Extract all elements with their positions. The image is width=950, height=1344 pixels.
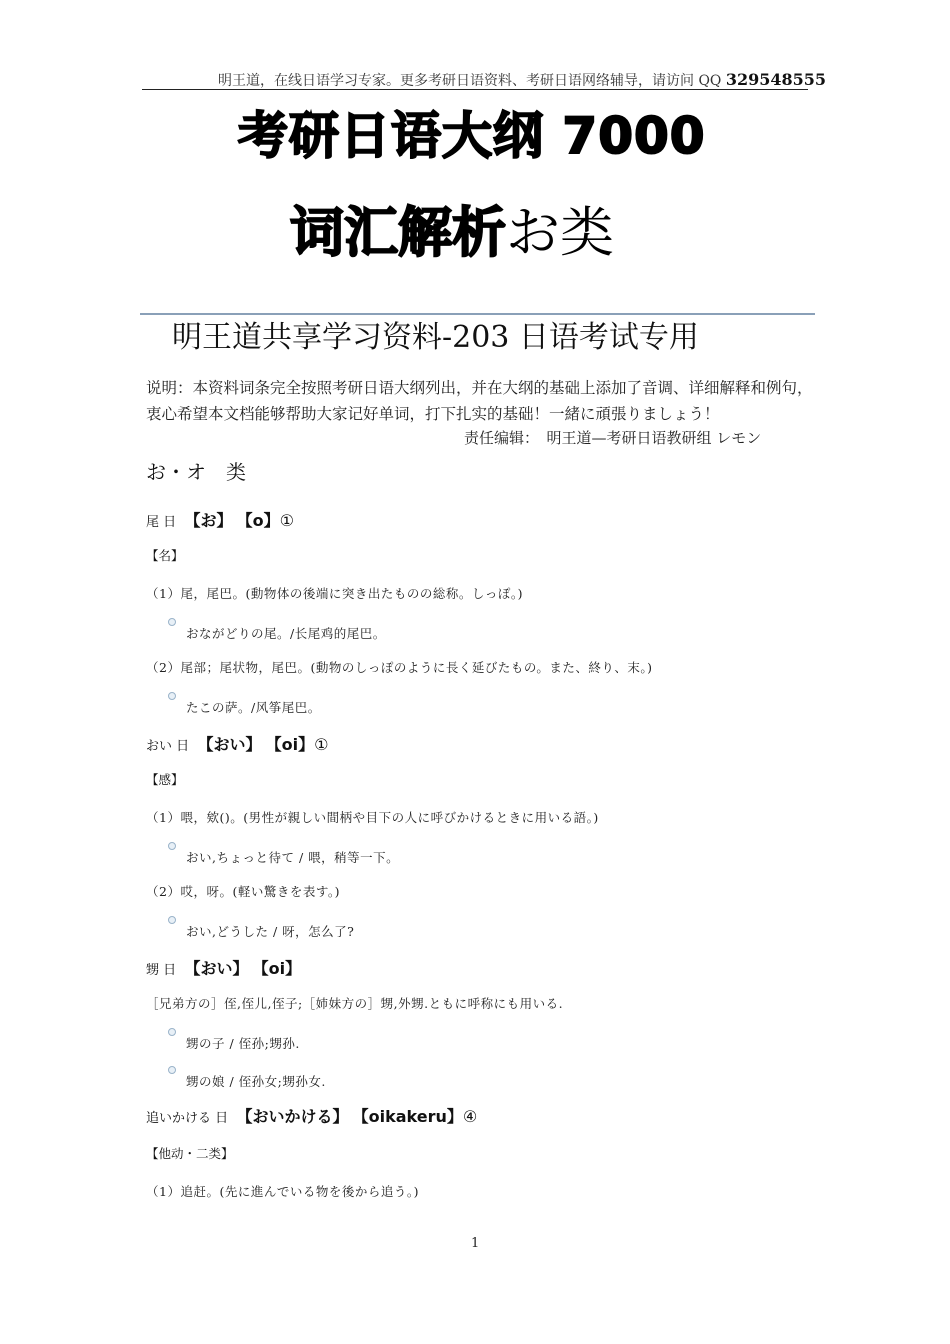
accent: ① xyxy=(279,511,294,530)
accent: ① xyxy=(314,735,329,754)
entry-headword xyxy=(146,732,328,755)
page-number: 1 xyxy=(471,1236,480,1251)
editor-line: 责任编辑： 明王道—考研日语教研组 レモン xyxy=(464,429,762,447)
headword-mark: 日 xyxy=(215,1111,229,1126)
meaning: （2）哎，呀。(軽い驚きを表す。) xyxy=(146,884,340,899)
headword-mark: 日 xyxy=(176,739,190,754)
description: 说明：本资料词条完全按照考研日语大纲列出，并在大纲的基础上添加了音调、详细解释和例句，衷心希望本文档能够帮助大家记好单词，打下扎实的基础！一緒に頑張りましょう！ xyxy=(146,379,813,423)
meaning: （2）尾部；尾状物，尾巴。(動物のしっぽのように長く延びたもの。また、終り、末。) xyxy=(146,660,653,675)
reading: 【おい】 xyxy=(184,959,249,978)
accent: ④ xyxy=(462,1107,478,1126)
title-bold-part: 词汇解析 xyxy=(290,201,506,264)
meaning: （1）喂，欸()。(男性が親しい間柄や目下の人に呼びかけるときに用いる語。) xyxy=(146,810,599,825)
part-of-speech: 【他动・二类】 xyxy=(146,1146,234,1161)
entry-headword xyxy=(146,956,301,979)
part-of-speech: 【名】 xyxy=(146,548,184,563)
part-of-speech: 【感】 xyxy=(146,772,184,787)
reading: 【おい】 xyxy=(197,735,262,754)
bullet-icon xyxy=(168,618,176,626)
example: 甥の娘 / 侄孙女;甥孙女. xyxy=(186,1074,326,1089)
romaji: 【oikakeru】 xyxy=(352,1107,463,1126)
headword: 尾 xyxy=(146,515,160,530)
romaji: 【oi】 xyxy=(265,735,315,754)
headword: 甥 xyxy=(146,963,160,978)
example: おながどりの尾。/长尾鸡的尾巴。 xyxy=(186,626,386,641)
example: おい,ちょっと待て / 喂，稍等一下。 xyxy=(186,850,400,865)
page-header xyxy=(218,70,826,90)
category-heading: お・オ 类 xyxy=(146,460,246,484)
meaning: （1）尾，尾巴。(動物体の後端に突き出たものの総称。しっぽ。) xyxy=(146,586,523,601)
meaning: ［兄弟方の］侄,侄儿,侄子;［姉妹方の］甥,外甥.ともに呼称にも用いる. xyxy=(146,996,564,1011)
header-text: 明王道，在线日语学习专家。更多考研日语资料、考研日语网络辅导，请访问 QQ xyxy=(218,73,726,89)
headword: おい xyxy=(146,739,173,754)
title-light-part: お类 xyxy=(506,201,614,264)
headword: 追いかける xyxy=(146,1111,212,1126)
headword-mark: 日 xyxy=(163,963,177,978)
romaji: 【oi】 xyxy=(252,959,302,978)
entry-headword xyxy=(146,508,294,531)
romaji: 【o】 xyxy=(236,511,280,530)
meaning: （1）追赶。(先に進んでいる物を後から追う。) xyxy=(146,1184,419,1199)
example: 甥の子 / 侄孙;甥孙. xyxy=(186,1036,300,1051)
bullet-icon xyxy=(168,692,176,700)
bullet-icon xyxy=(168,1066,176,1074)
bullet-icon xyxy=(168,842,176,850)
reading: 【おいかける】 xyxy=(236,1107,349,1126)
entry-headword xyxy=(146,1104,477,1127)
title-line-1: 考研日语大纲 7000 xyxy=(238,107,706,165)
subtitle: 明王道共享学习资料-203 日语考试专用 xyxy=(172,320,699,355)
bullet-icon xyxy=(168,1028,176,1036)
example: たこの萨。/风筝尾巴。 xyxy=(186,700,321,715)
reading: 【お】 xyxy=(184,511,233,530)
headword-mark: 日 xyxy=(163,515,177,530)
bullet-icon xyxy=(168,916,176,924)
header-rule xyxy=(142,89,808,90)
example: おい,どうした / 呀，怎么了? xyxy=(186,924,355,939)
header-qq: 329548555 xyxy=(725,70,827,89)
title-line-2 xyxy=(290,190,614,267)
